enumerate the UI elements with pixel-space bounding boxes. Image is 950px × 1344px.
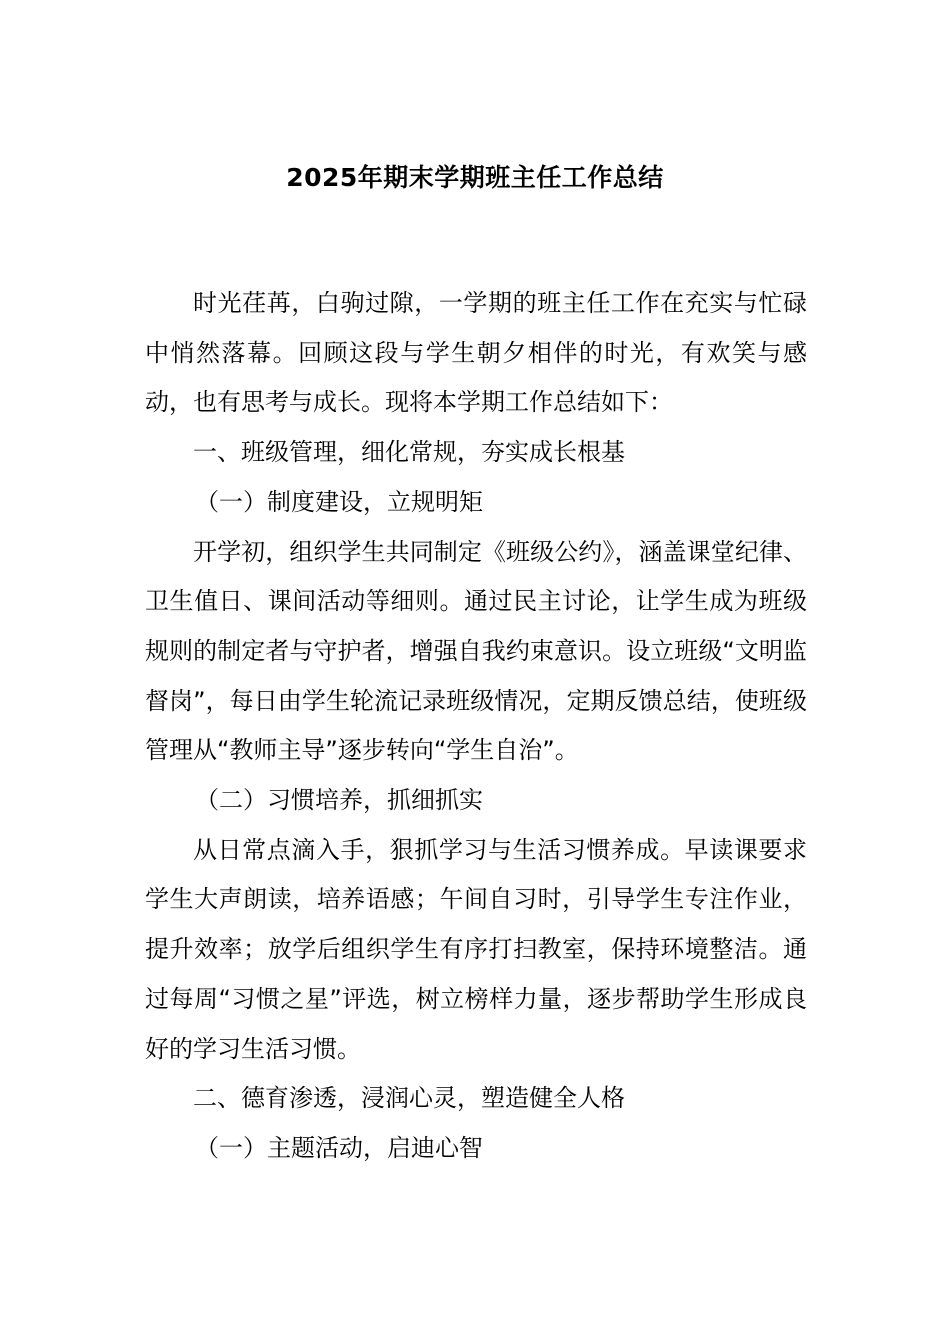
paragraph-intro: 时光荏苒，白驹过隙，一学期的班主任工作在充实与忙碌中悄然落幕。回顾这段与学生朝夕相伴的时光，有欢笑与感动，也有思考与成长。现将本学期工作总结如下： <box>145 289 807 417</box>
subsection-heading-1-2: （二）习惯培养，抓细抓实 <box>195 786 483 815</box>
section-heading-2: 二、德育渗透，浸润心灵，塑造健全人格 <box>193 1084 625 1113</box>
paragraph-rules: 开学初，组织学生共同制定《班级公约》，涵盖课堂纪律、卫生值日、课间活动等细则。通过民主讨论，让学生成为班级规则的制定者与守护者，增强自我约束意识。设立班级“文明监督岗”，每日由学生轮流记录班级情况，定期反馈总结，使班级管理从“教师主导”逐步转向“学生自治”。 <box>145 537 807 765</box>
document-body <box>145 279 807 1174</box>
document-title: 2025年期末学期班主任工作总结 <box>286 163 664 192</box>
subsection-heading-1-1: （一）制度建设，立规明矩 <box>195 487 483 516</box>
paragraph-habits: 从日常点滴入手，狠抓学习与生活习惯养成。早读课要求学生大声朗读，培养语感；午间自习时，引导学生专注作业，提升效率；放学后组织学生有序打扫教室，保持环境整洁。通过每周“习惯之星”评选，树立榜样力量，逐步帮助学生形成良好的学习生活习惯。 <box>145 835 807 1063</box>
section-heading-1: 一、班级管理，细化常规，夯实成长根基 <box>193 438 625 467</box>
subsection-heading-2-1: （一）主题活动，启迪心智 <box>195 1133 483 1162</box>
